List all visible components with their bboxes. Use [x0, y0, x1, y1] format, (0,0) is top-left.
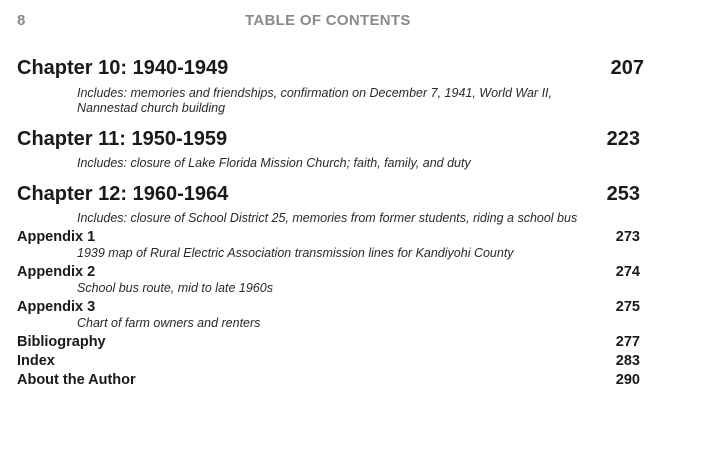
appendix-description: Chart of farm owners and renters [77, 316, 261, 330]
back-matter-title: About the Author [17, 372, 136, 388]
appendix-page-number: 274 [615, 264, 640, 280]
appendix-title: Appendix 2 [17, 264, 96, 280]
chapter-includes-continued: Nannestad church building [77, 101, 226, 115]
chapter-page-number: 223 [606, 128, 640, 150]
appendix-page-number: 273 [615, 229, 640, 245]
appendix-description: 1939 map of Rural Electric Association transmission lines for Kandiyohi County [77, 246, 514, 260]
chapter-title: Chapter 11: 1950-1959 [17, 128, 228, 150]
back-matter-title: Bibliography [17, 334, 106, 350]
appendix-page-number: 275 [615, 299, 640, 315]
appendix-title: Appendix 3 [17, 299, 96, 315]
back-matter-page-number: 283 [615, 353, 640, 369]
appendix-title: Appendix 1 [17, 229, 96, 245]
chapter-includes: Includes: closure of Lake Florida Mission Church; faith, family, and duty [77, 156, 471, 170]
back-matter-title: Index [17, 353, 55, 369]
chapter-page-number: 253 [606, 183, 640, 205]
chapter-includes: Includes: closure of School District 25, memories from former students, riding a school bus [77, 211, 578, 225]
chapter-title: Chapter 12: 1960-1964 [17, 183, 229, 205]
back-matter-page-number: 290 [615, 372, 640, 388]
back-matter-page-number: 277 [615, 334, 640, 350]
chapter-page-number: 207 [610, 57, 644, 79]
chapter-title: Chapter 10: 1940-1949 [17, 57, 229, 79]
page-number: 8 [17, 12, 26, 29]
chapter-includes: Includes: memories and friendships, confirmation on December 7, 1941, World War II, [77, 86, 552, 100]
running-head: TABLE OF CONTENTS [245, 12, 411, 29]
appendix-description: School bus route, mid to late 1960s [77, 281, 273, 295]
